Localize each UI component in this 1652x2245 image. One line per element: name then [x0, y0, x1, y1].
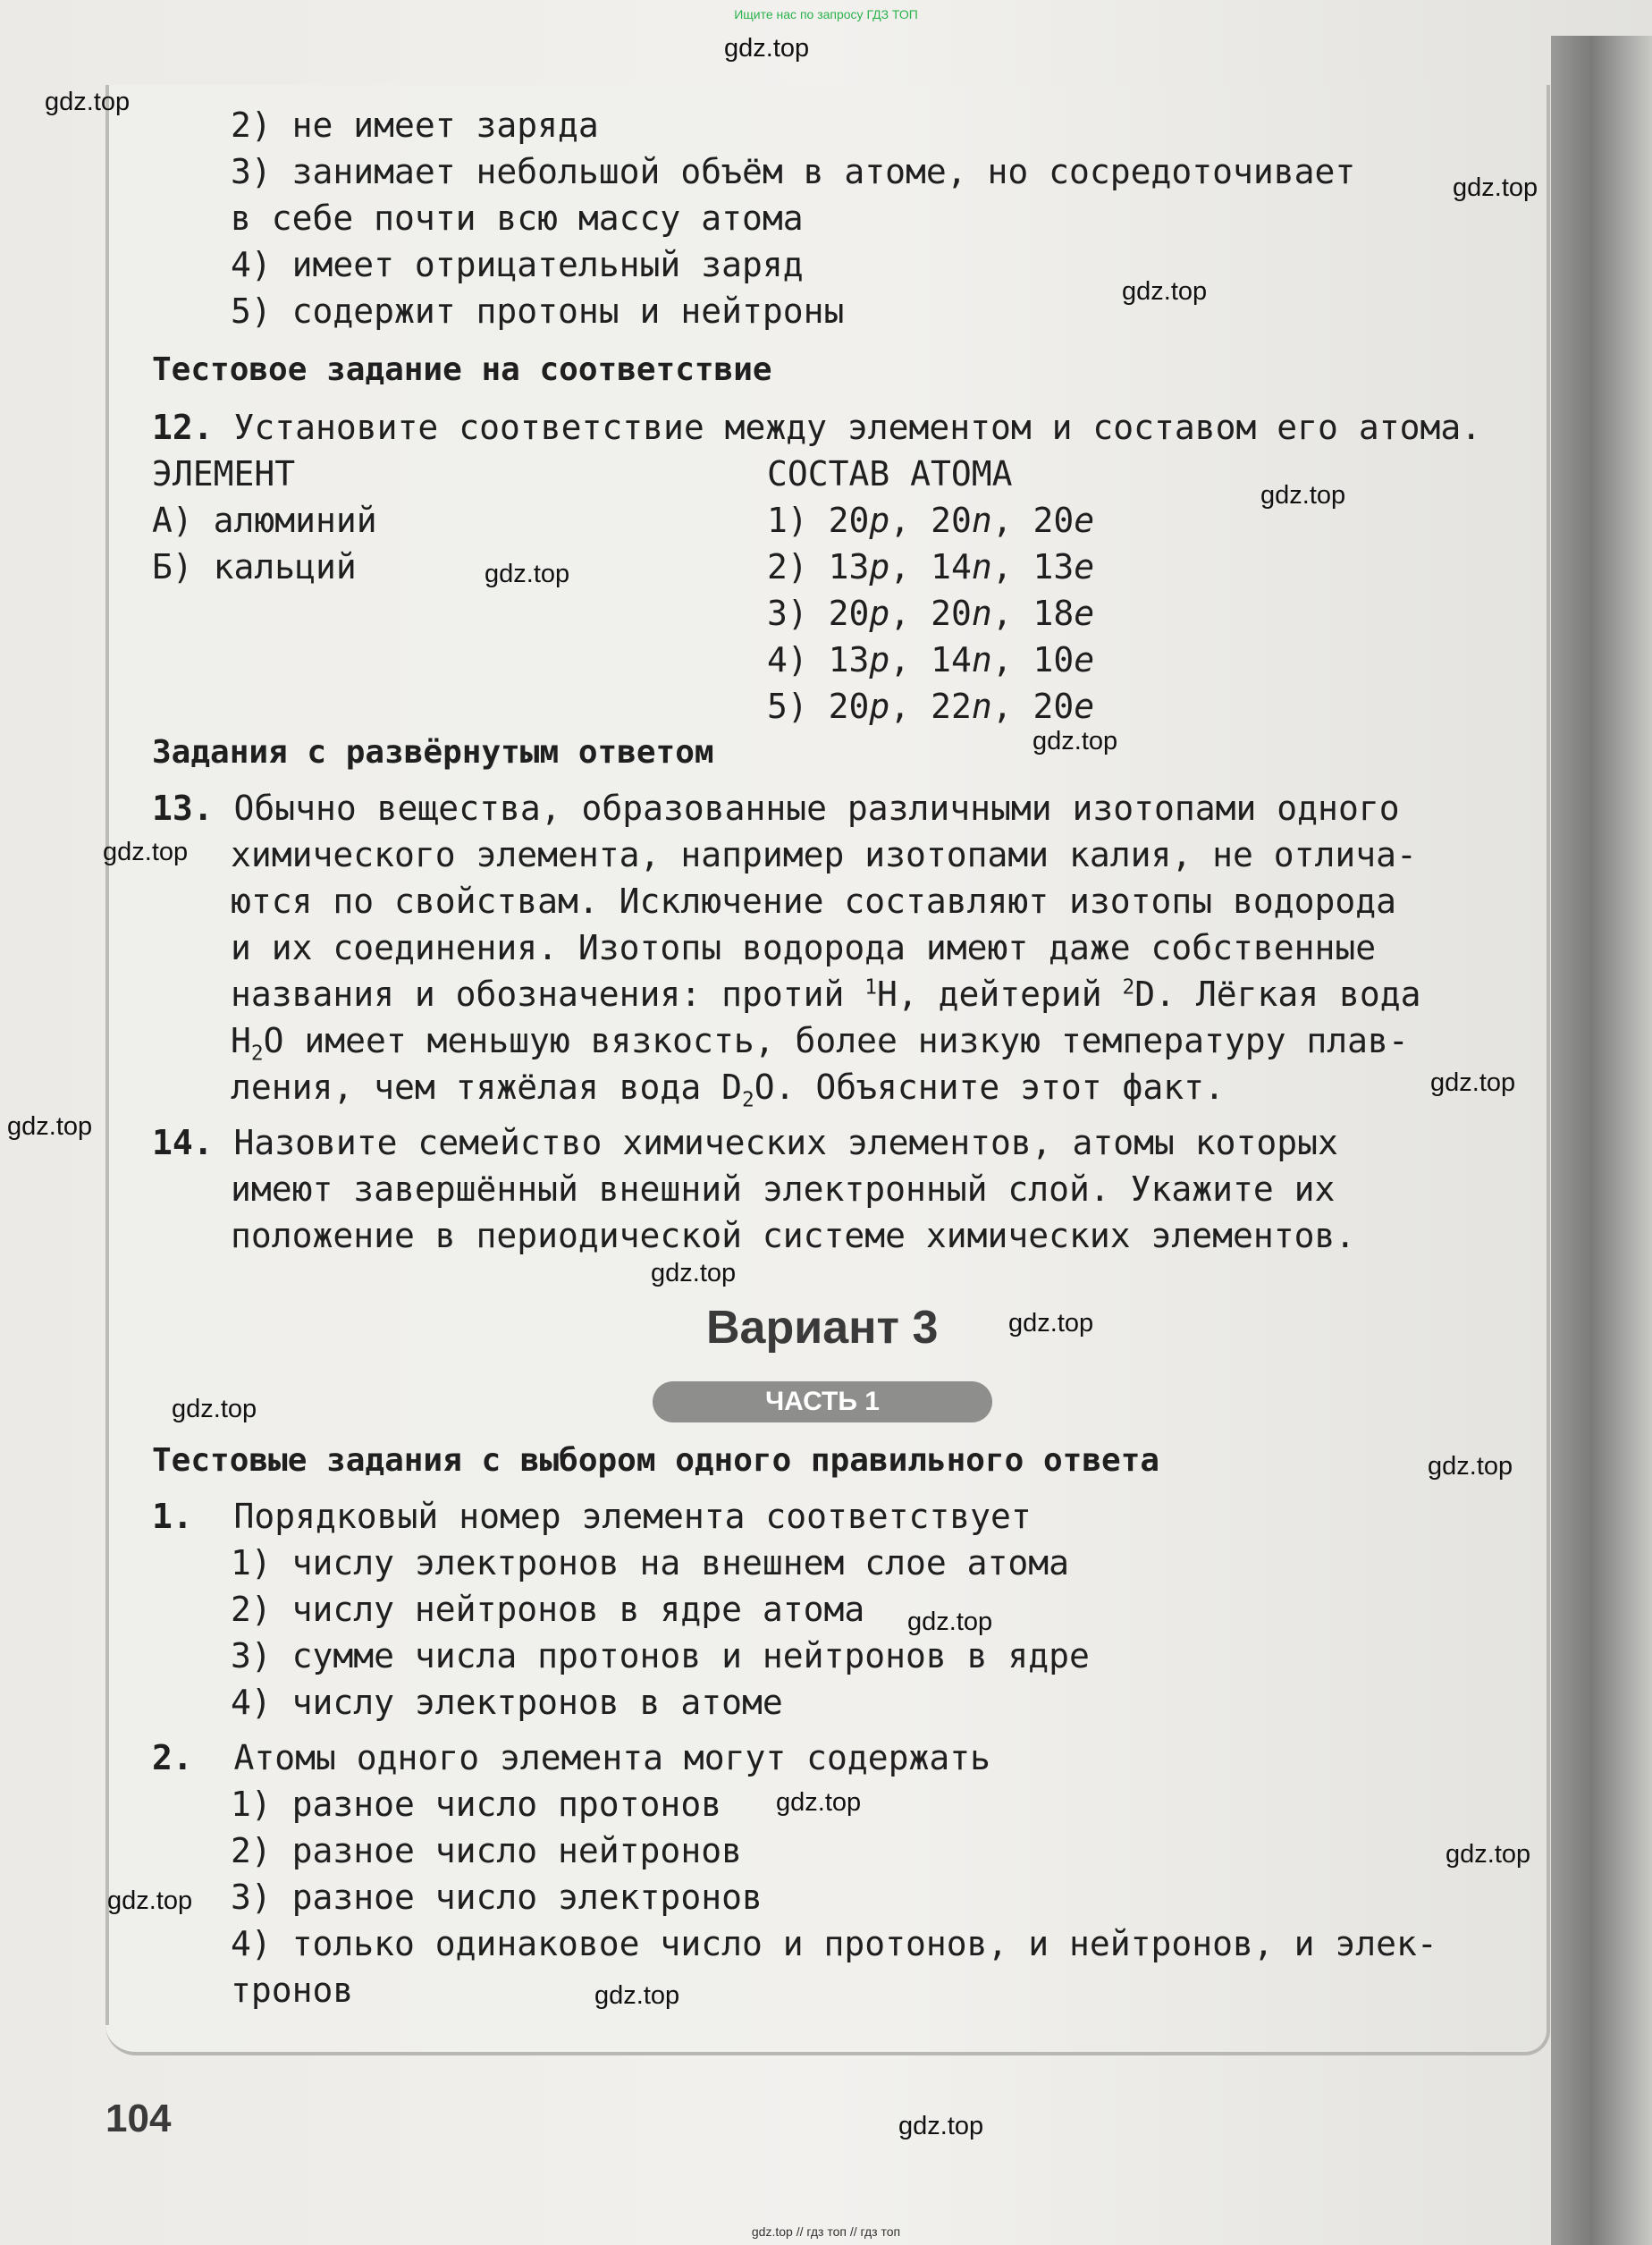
- q13-line-6: $H_2O$ имеет меньшую вязкость, более низкую температуру плав-: [231, 1021, 1409, 1066]
- q14-line-1: Назовите семейство химических элементов, атомы которых: [233, 1123, 1338, 1162]
- watermark: gdz.top: [1428, 1452, 1513, 1481]
- q13-line-4: и их соединения. Изотопы водорода имеют даже собственные: [231, 928, 1377, 967]
- watermark: gdz.top: [172, 1395, 257, 1423]
- q12-element-a: А) алюминий: [152, 501, 377, 540]
- watermark: gdz.top: [594, 1981, 680, 2010]
- q11-option-4: 4) имеет отрицательный заряд: [231, 245, 804, 284]
- q11-option-3-cont: в себе почти всю массу атома: [231, 198, 804, 238]
- watermark: gdz.top: [776, 1788, 862, 1817]
- q2-option-2: 2) разное число нейтронов: [231, 1831, 742, 1870]
- q14-number: 14.: [152, 1123, 214, 1162]
- watermark: gdz.top: [1446, 1840, 1531, 1869]
- q13-line-5: названия и обозначения: протий $^1$H, дейтерий $^2$D. Лёгкая вода: [231, 975, 1421, 1014]
- q11-option-2: 2) не имеет заряда: [231, 105, 599, 145]
- watermark: gdz.top: [1453, 173, 1538, 202]
- watermark: gdz.top: [1008, 1309, 1094, 1338]
- q12-composition-4: 4) 13p, 14n, 10e: [767, 640, 1095, 679]
- watermark: gdz.top: [1122, 277, 1208, 306]
- bottom-site-link[interactable]: gdz.top // гдз топ // гдз топ: [751, 2224, 901, 2239]
- q12-composition-3: 3) 20p, 20n, 18e: [767, 594, 1095, 633]
- q2-option-4: 4) только одинаковое число и протонов, и нейтронов, и элек-: [231, 1924, 1437, 1963]
- watermark: gdz.top: [45, 88, 131, 116]
- q2-text: Атомы одного элемента могут содержать: [233, 1738, 991, 1777]
- watermark: gdz.top: [1430, 1068, 1516, 1097]
- watermark: gdz.top: [898, 2112, 984, 2140]
- q13-line-3: ются по свойствам. Исключение составляют изотопы водорода: [231, 882, 1397, 921]
- q1-option-1: 1) числу электронов на внешнем слое атома: [231, 1543, 1069, 1582]
- page-number: 104: [105, 2097, 172, 2140]
- q13-number: 13.: [152, 789, 214, 828]
- q11-option-5: 5) содержит протоны и нейтроны: [231, 291, 845, 331]
- variant-title: Вариант 3: [706, 1302, 939, 1354]
- q1-option-2: 2) числу нейтронов в ядре атома: [231, 1590, 865, 1629]
- q1-option-4: 4) числу электронов в атоме: [231, 1683, 783, 1722]
- q14-line-3: положение в периодической системе химических элементов.: [231, 1216, 1356, 1255]
- watermark: gdz.top: [107, 1886, 193, 1915]
- watermark: gdz.top: [485, 560, 570, 588]
- q12-col-composition-title: СОСТАВ АТОМА: [767, 454, 1013, 494]
- watermark: gdz.top: [724, 34, 810, 63]
- q13-line-7: ления, чем тяжёлая вода $D_2O$. Объясните этот факт.: [231, 1068, 1225, 1112]
- extended-header: Задания с развёрнутым ответом: [152, 734, 714, 771]
- q11-option-3: 3) занимает небольшой объём в атоме, но сосредоточивает: [231, 152, 1356, 191]
- q12-composition-1: 1) 20p, 20n, 20e: [767, 501, 1095, 540]
- single-choice-header: Тестовые задания с выбором одного правильного ответа: [152, 1442, 1160, 1479]
- q2-option-3: 3) разное число электронов: [231, 1878, 763, 1917]
- watermark: gdz.top: [907, 1608, 993, 1636]
- q13-line-2: химического элемента, например изотопами калия, не отлича-: [231, 835, 1417, 874]
- q12-composition-5: 5) 20p, 22n, 20e: [767, 687, 1095, 726]
- watermark: gdz.top: [1032, 727, 1118, 755]
- q12-element-b: Б) кальций: [152, 547, 357, 587]
- q12-composition-2: 2) 13p, 14n, 13e: [767, 547, 1095, 587]
- q1-number: 1.: [152, 1497, 193, 1536]
- q2-option-1: 1) разное число протонов: [231, 1785, 722, 1824]
- matching-header: Тестовое задание на соответствие: [152, 351, 772, 388]
- watermark: gdz.top: [1260, 481, 1346, 510]
- book-spine-shadow: [1551, 36, 1652, 2245]
- q12-col-element-title: ЭЛЕМЕНТ: [152, 454, 296, 494]
- page-frame-left-edge: [105, 85, 109, 2025]
- q12-number: 12.: [152, 408, 214, 447]
- watermark: gdz.top: [7, 1112, 93, 1141]
- q2-number: 2.: [152, 1738, 193, 1777]
- top-site-link[interactable]: Ищите нас по запросу ГДЗ ТОП: [734, 7, 918, 21]
- q12-text: Установите соответствие между элементом и составом его атома.: [233, 408, 1482, 447]
- q13-line-1: Обычно вещества, образованные различными изотопами одного: [233, 789, 1400, 828]
- q1-text: Порядковый номер элемента соответствует: [233, 1497, 1032, 1536]
- watermark: gdz.top: [651, 1259, 737, 1287]
- q14-line-2: имеют завершённый внешний электронный слой. Укажите их: [231, 1169, 1336, 1209]
- part-label: ЧАСТЬ 1: [653, 1381, 992, 1422]
- q1-option-3: 3) сумме числа протонов и нейтронов в ядре: [231, 1636, 1090, 1675]
- watermark: gdz.top: [103, 838, 189, 866]
- q2-option-4-cont: тронов: [231, 1971, 354, 2010]
